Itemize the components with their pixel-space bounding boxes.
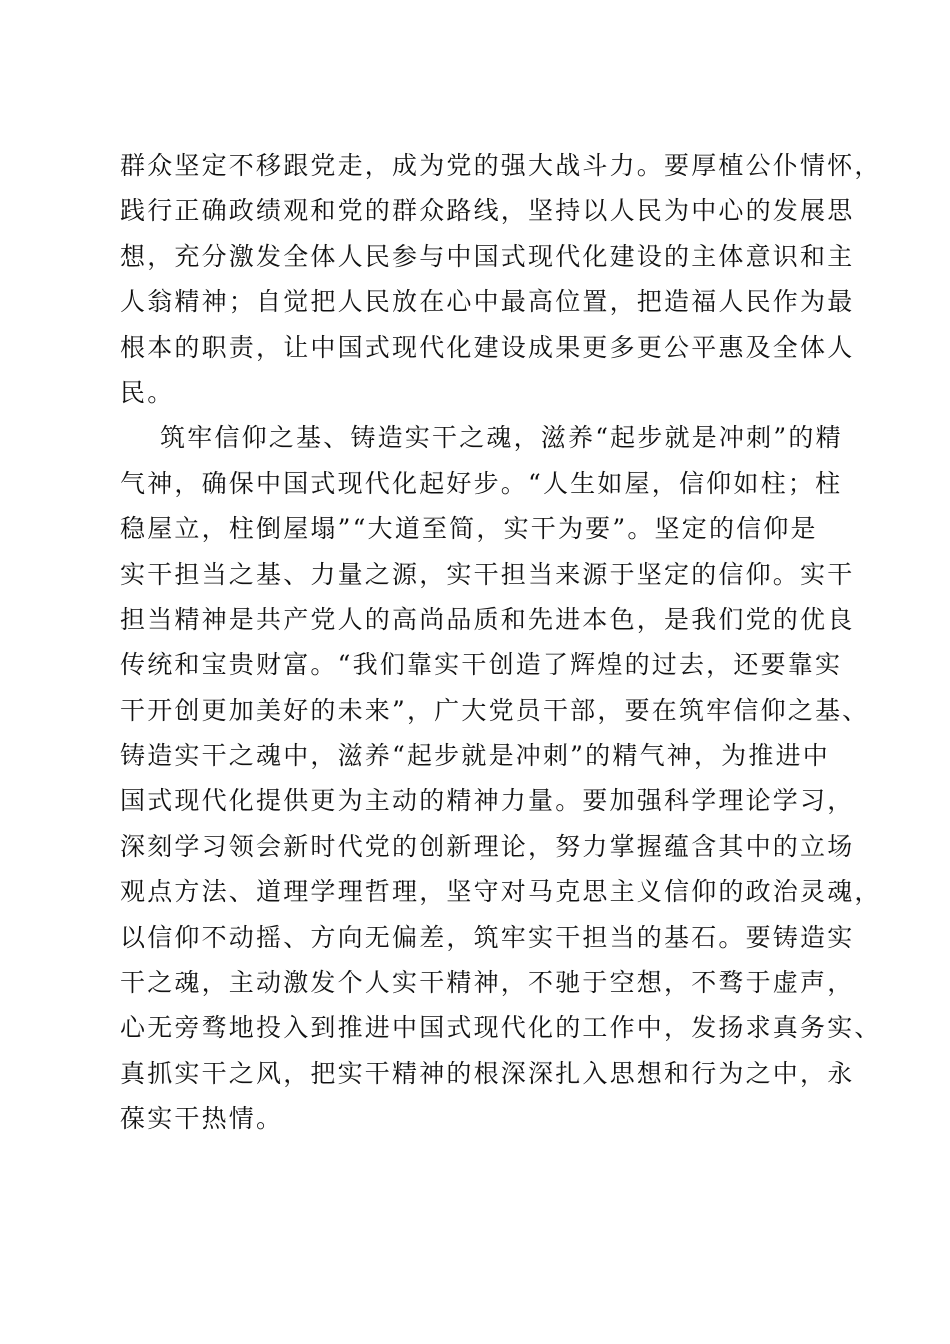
paragraph-line: 以信仰不动摇、方向无偏差，筑牢实干担当的基石。要铸造实: [120, 922, 855, 952]
paragraph-line: 心无旁骛地投入到推进中国式现代化的工作中，发扬求真务实、: [120, 1013, 882, 1043]
paragraph-line: 气神，确保中国式现代化起好步。“人生如屋，信仰如柱；柱: [120, 468, 843, 498]
paragraph-line: 实干担当之基、力量之源，实干担当来源于坚定的信仰。实干: [120, 559, 855, 589]
paragraph-line: 真抓实干之风，把实干精神的根深深扎入思想和行为之中，永: [120, 1058, 855, 1088]
paragraph-2: [120, 415, 882, 1141]
paragraph-line: 葆实干热情。: [120, 1104, 284, 1134]
paragraph-line: 深刻学习领会新时代党的创新理论，努力掌握蕴含其中的立场: [120, 831, 855, 861]
paragraph-line: 人翁精神；自觉把人民放在心中最高位置，把造福人民作为最: [120, 287, 855, 317]
paragraph-line: 铸造实干之魂中，滋养“起步就是冲刺”的精气神，为推进中: [120, 741, 830, 771]
paragraph-line: 干开创更加美好的未来”，广大党员干部，要在筑牢信仰之基、: [120, 695, 870, 725]
paragraph-line: 担当精神是共产党人的高尚品质和先进本色，是我们党的优良: [120, 604, 855, 634]
document-body: [120, 143, 882, 1142]
paragraph-line: 群众坚定不移跟党走，成为党的强大战斗力。要厚植公仆情怀，: [120, 151, 882, 180]
paragraph-line: 想，充分激发全体人民参与中国式现代化建设的主体意识和主: [120, 241, 855, 271]
paragraph-line: 干之魂，主动激发个人实干精神，不驰于空想，不骛于虚声，: [120, 968, 855, 998]
paragraph-line: 践行正确政绩观和党的群众路线，坚持以人民为中心的发展思: [120, 196, 855, 226]
paragraph-line: 稳屋立，柱倒屋塌”“大道至简，实干为要”。坚定的信仰是: [120, 514, 818, 544]
paragraph-line: 观点方法、道理学理哲理，坚守对马克思主义信仰的政治灵魂，: [120, 877, 882, 907]
paragraph-line: 传统和宝贵财富。“我们靠实干创造了辉煌的过去，还要靠实: [120, 650, 843, 680]
paragraph-line: 筑牢信仰之基、铸造实干之魂，滋养“起步就是冲刺”的精: [160, 423, 843, 453]
paragraph-1: [120, 143, 882, 415]
paragraph-line: 根本的职责，让中国式现代化建设成果更多更公平惠及全体人: [120, 332, 855, 362]
paragraph-line: 民。: [120, 377, 175, 407]
paragraph-line: 国式现代化提供更为主动的精神力量。要加强科学理论学习，: [120, 786, 855, 816]
